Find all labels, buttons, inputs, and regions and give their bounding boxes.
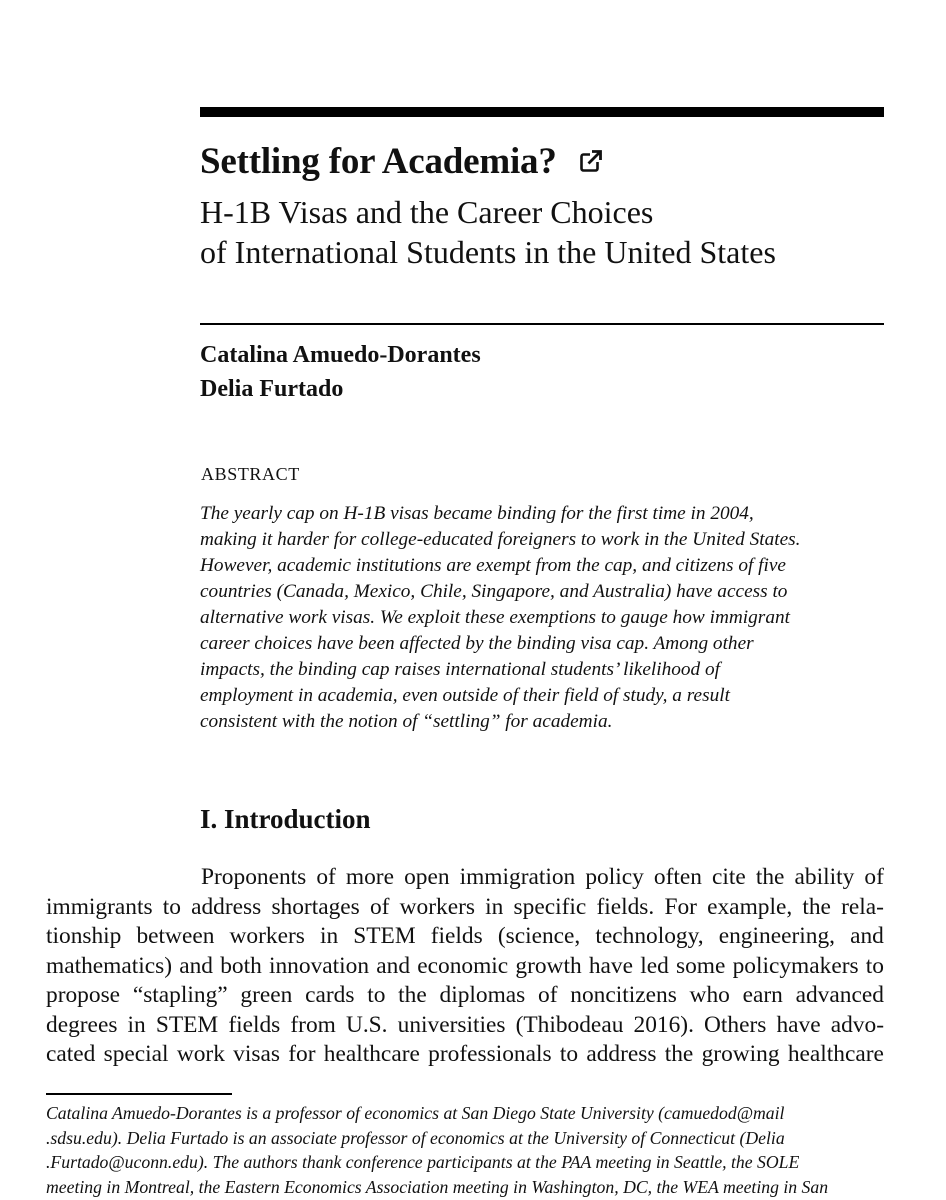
section-heading: I. Introduction xyxy=(200,804,371,834)
body-word: cards xyxy=(305,982,355,1008)
body-word: who xyxy=(689,982,730,1008)
body-word: in xyxy=(319,923,339,949)
body-word: (Thibodeau xyxy=(515,1011,624,1038)
subtitle-line: H-1B Visas and the Career Choices xyxy=(200,194,654,230)
body-word: STEM xyxy=(353,923,416,949)
body-word: policymakers xyxy=(732,952,859,979)
body-word: diplomas xyxy=(439,982,526,1008)
body-word: workers xyxy=(399,893,475,920)
footnote-rule xyxy=(46,1093,232,1095)
body-word: engineering, xyxy=(718,923,835,949)
body-line xyxy=(46,952,884,982)
body-word: advo- xyxy=(830,1011,884,1038)
body-line xyxy=(46,1040,884,1070)
body-word: fields xyxy=(430,923,483,949)
abstract-line: countries (Canada, Mexico, Chile, Singapore, and Australia) have access to xyxy=(200,581,788,602)
body-word: policy xyxy=(585,864,644,890)
body-word: and xyxy=(179,952,213,979)
footnote-line: .sdsu.edu). Delia Furtado is an associate professor of economics at the University of Connecticut (Delia xyxy=(46,1127,785,1148)
body-word: rela- xyxy=(841,893,884,920)
abstract-line: However, academic institutions are exempt from the cap, and citizens of five xyxy=(200,555,786,576)
body-word: For xyxy=(664,893,697,920)
article-title-row xyxy=(200,140,603,184)
body-word: to xyxy=(559,1041,579,1067)
body-word: (science, xyxy=(497,923,581,949)
body-word: specific xyxy=(513,893,587,920)
abstract-line: impacts, the binding cap raises international students’ likelihood of xyxy=(200,659,721,680)
body-word: the xyxy=(755,864,785,890)
body-word: 2016). xyxy=(633,1011,694,1038)
body-word: the xyxy=(398,982,427,1008)
body-word: special xyxy=(103,1041,169,1067)
body-word: and xyxy=(850,923,884,949)
body-word: cite xyxy=(712,864,746,890)
body-word: STEM xyxy=(155,1011,219,1038)
body-word: in xyxy=(127,1011,146,1038)
body-word: to xyxy=(162,893,181,920)
body-word: Others xyxy=(704,1011,767,1038)
title-top-rule xyxy=(200,107,884,117)
body-word: the xyxy=(664,1041,694,1067)
body-word: healthcare xyxy=(787,1041,884,1067)
article-title: Settling for Academia? xyxy=(200,141,557,182)
body-line xyxy=(46,1011,884,1041)
body-word: immigrants xyxy=(46,893,153,920)
footnote-line: meeting in Montreal, the Eastern Economics Association meeting in Washington, DC, the WEA meeting in San xyxy=(46,1176,829,1197)
body-word: and xyxy=(376,952,411,979)
body-word: growth xyxy=(515,952,582,979)
abstract-line: making it harder for college-educated foreigners to work in the United States. xyxy=(200,529,801,550)
body-word: for xyxy=(288,1041,316,1067)
body-word: mathematics) xyxy=(46,952,172,979)
introduction-paragraph xyxy=(46,863,884,1070)
body-word: earn xyxy=(742,982,783,1008)
body-word: U.S. xyxy=(345,1011,388,1038)
body-word: of xyxy=(864,864,884,890)
external-link-icon[interactable] xyxy=(579,149,603,173)
body-word: work xyxy=(176,1041,225,1067)
body-word: workers xyxy=(229,923,305,949)
body-line xyxy=(46,863,884,893)
body-word: address xyxy=(191,893,262,920)
body-word: from xyxy=(290,1011,336,1038)
abstract-text xyxy=(200,501,890,735)
body-word: healthcare xyxy=(323,1041,420,1067)
author-divider xyxy=(200,323,884,325)
body-word: Proponents xyxy=(201,864,307,890)
subtitle-line: of International Students in the United States xyxy=(200,234,776,270)
body-word: professionals xyxy=(428,1041,552,1067)
body-word: example, xyxy=(707,893,793,920)
body-word: growing xyxy=(701,1041,780,1067)
author-name: Catalina Amuedo-Dorantes xyxy=(200,342,481,368)
body-word: more xyxy=(345,864,394,890)
body-word: immigration xyxy=(459,864,576,890)
body-word: led xyxy=(640,952,669,979)
body-word: have xyxy=(776,1011,821,1038)
body-word: to xyxy=(367,982,386,1008)
abstract-line: employment in academia, even outside of their field of study, a result xyxy=(200,685,730,706)
body-line xyxy=(46,981,884,1011)
footnote-line: Catalina Amuedo-Dorantes is a professor of economics at San Diego State University (camuedod@mail xyxy=(46,1103,785,1123)
body-word: of xyxy=(369,893,390,920)
abstract-label: ABSTRACT xyxy=(201,464,300,484)
body-word: visas xyxy=(233,1041,280,1067)
footnote-line: .Furtado@uconn.edu). The authors thank conference participants at the PAA meeting in Seattle, the SOLE xyxy=(46,1152,800,1172)
body-word: in xyxy=(485,893,504,920)
body-word: economic xyxy=(417,952,509,979)
body-word: advanced xyxy=(795,982,884,1008)
abstract-line: career choices have been affected by the binding visa cap. Among other xyxy=(200,633,754,654)
body-word: between xyxy=(136,923,215,949)
body-word: green xyxy=(240,982,293,1008)
body-word: shortages xyxy=(271,893,360,920)
body-word: innovation xyxy=(268,952,370,979)
body-word: propose xyxy=(46,982,121,1008)
body-word: “stapling” xyxy=(132,982,228,1008)
body-word: of xyxy=(316,864,336,890)
body-word: have xyxy=(588,952,634,979)
body-word: to xyxy=(865,952,884,979)
body-word: the xyxy=(802,893,831,920)
abstract-line: alternative work visas. We exploit these exemptions to gauge how immigrant xyxy=(200,607,790,628)
body-word: open xyxy=(404,864,450,890)
abstract-line: consistent with the notion of “settling” for academia. xyxy=(200,711,613,732)
footnote xyxy=(46,1101,896,1199)
body-word: universities xyxy=(397,1011,506,1038)
body-line xyxy=(46,922,884,952)
body-word: often xyxy=(653,864,702,890)
article-subtitle xyxy=(200,192,776,272)
body-line xyxy=(46,893,884,923)
body-word: ability xyxy=(794,864,855,890)
body-word: degrees xyxy=(46,1011,118,1038)
body-word: fields xyxy=(228,1011,281,1038)
body-word: some xyxy=(676,952,726,979)
body-word: technology, xyxy=(595,923,704,949)
body-word: fields. xyxy=(596,893,655,920)
body-word: noncitizens xyxy=(570,982,677,1008)
body-word: both xyxy=(220,952,262,979)
body-word: cated xyxy=(46,1041,96,1067)
abstract-line: The yearly cap on H-1B visas became binding for the first time in 2004, xyxy=(200,503,754,524)
body-word: tionship xyxy=(46,923,122,949)
author-name: Delia Furtado xyxy=(200,376,344,402)
body-word: of xyxy=(538,982,558,1008)
body-word: address xyxy=(586,1041,657,1067)
